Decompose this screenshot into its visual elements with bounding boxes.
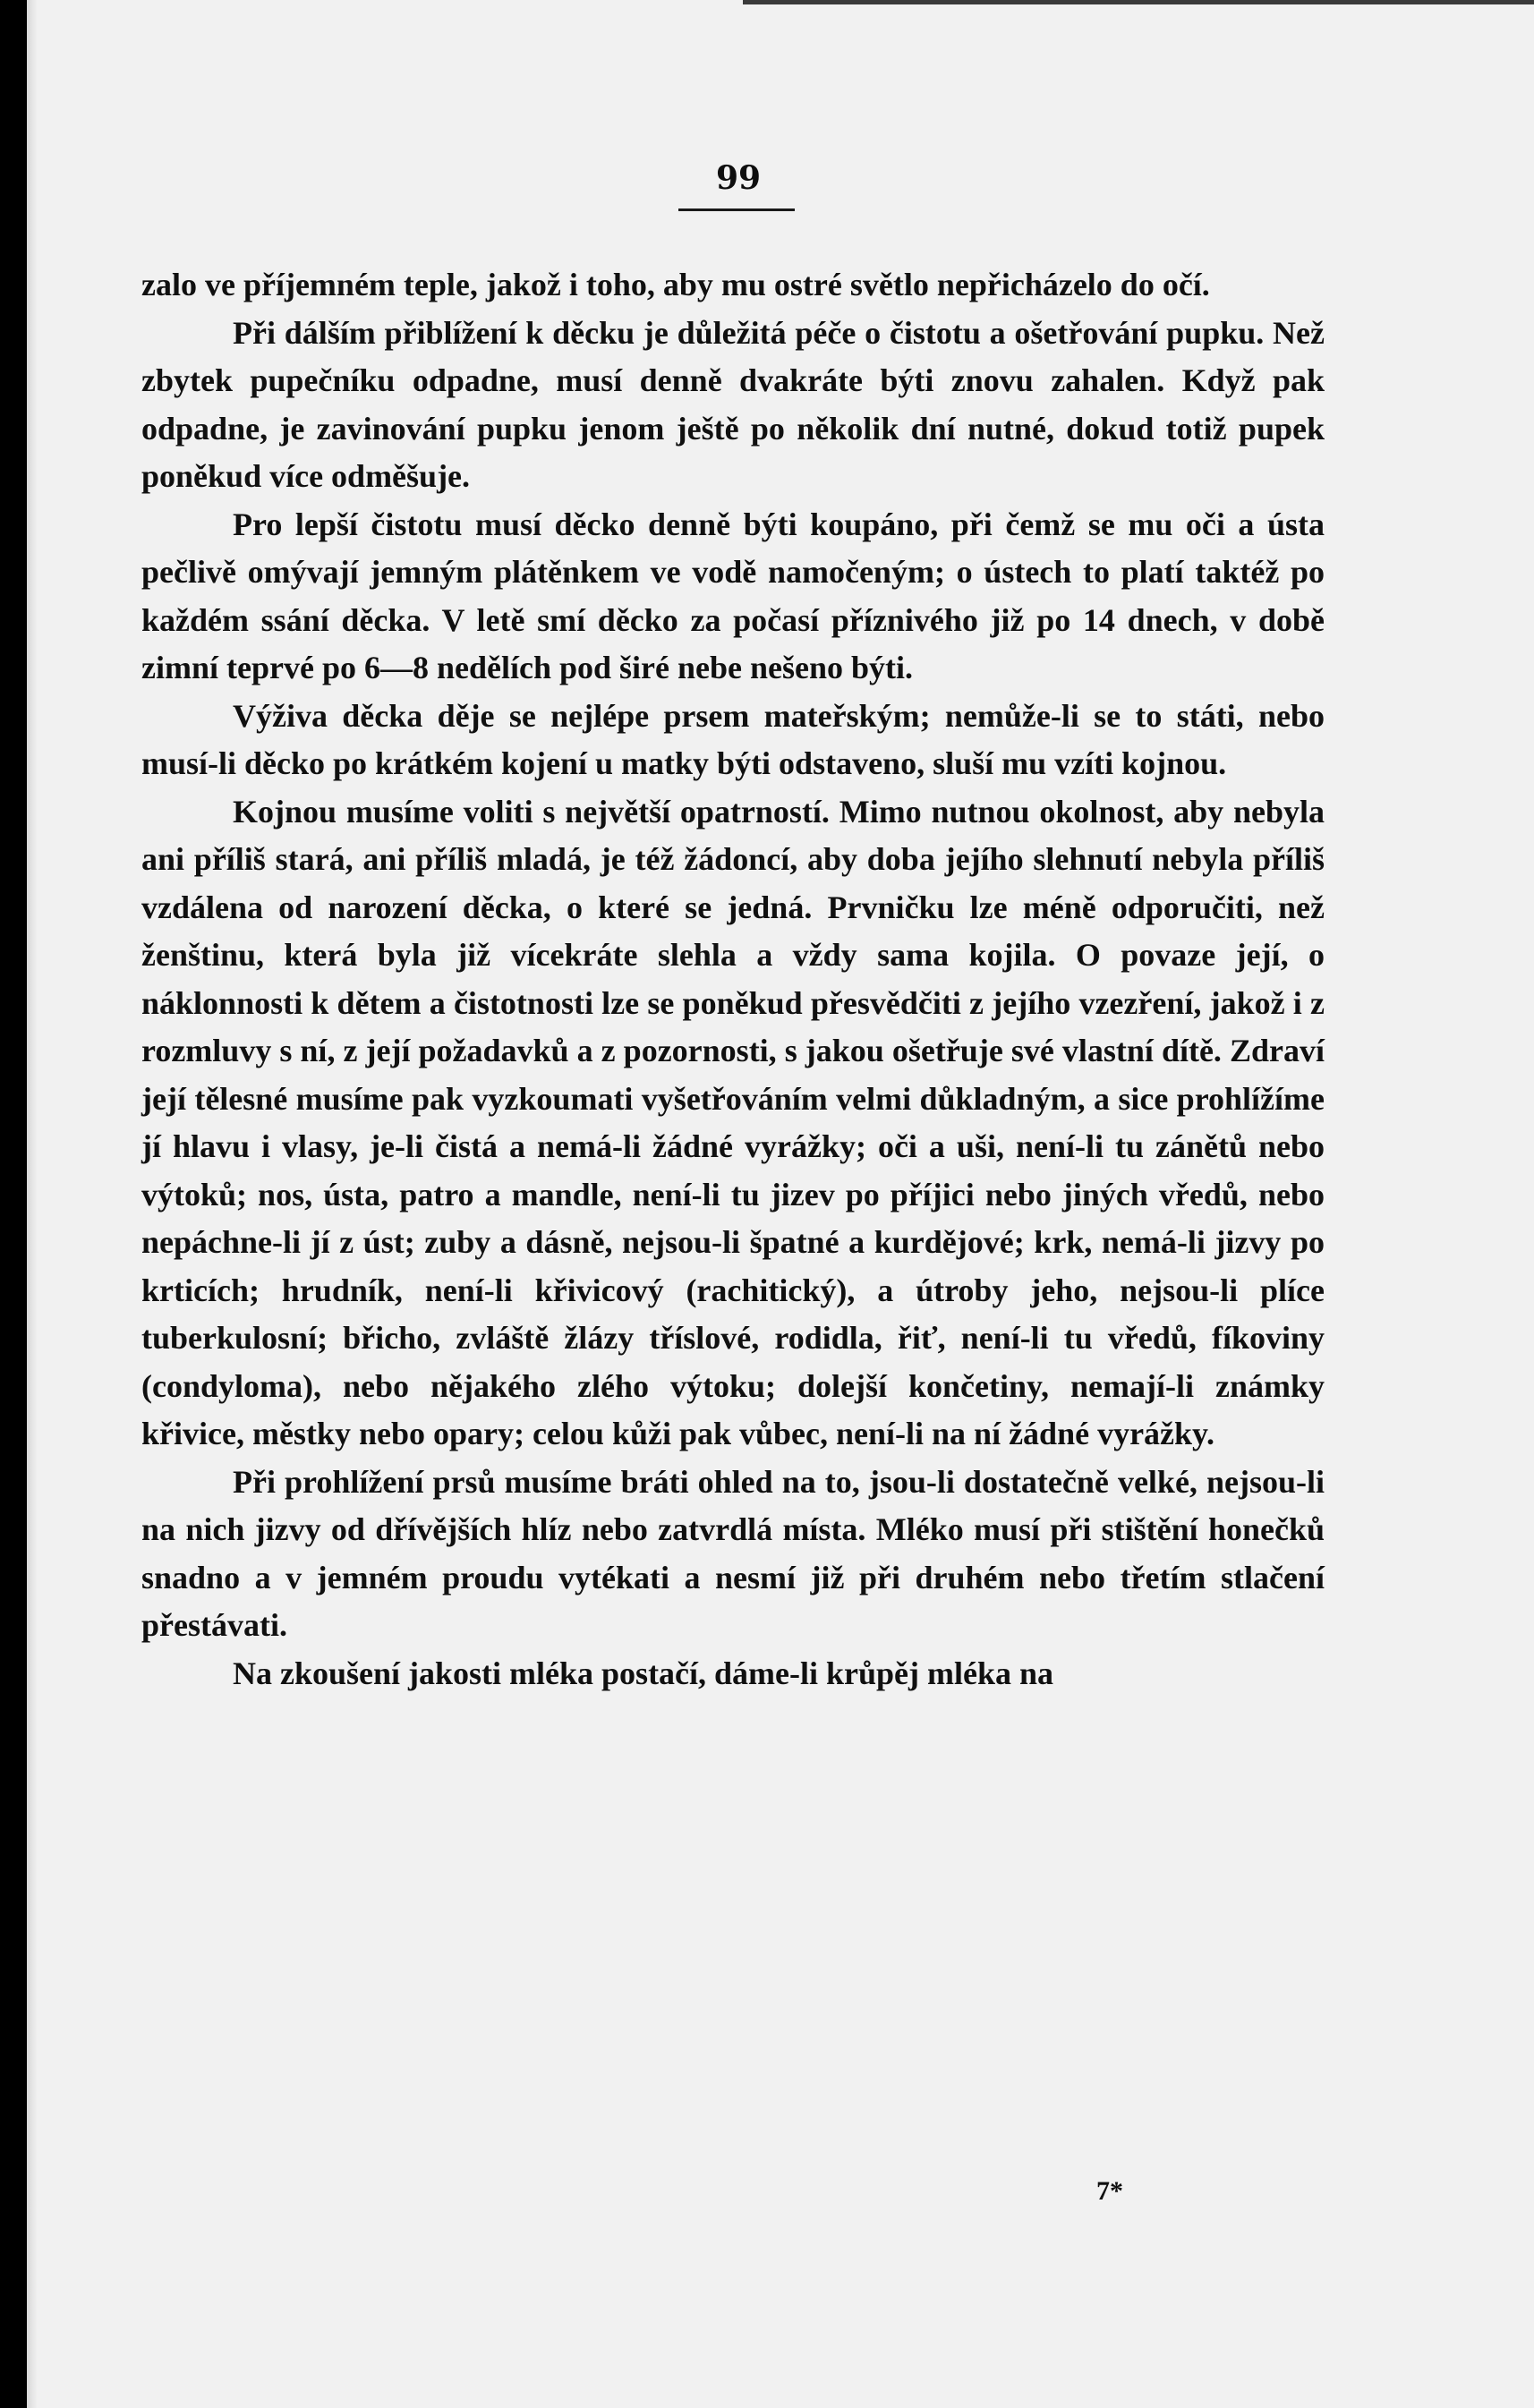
paragraph-7: Na zkoušení jakosti mléka postačí, dáme-li krůpěj mléka na [233,1655,1054,1691]
signature-mark: 7* [1096,2176,1123,2206]
page-number: 99 [715,159,762,197]
book-page [27,0,1534,2408]
page-edge-shadow [27,0,38,2408]
paragraph-4: Výživa děcka děje se nejlépe prsem mateřským; nemůže-li se to státi, nebo musí-li děcko po krátkém kojení u matky býti odstaveno, sluší mu vzíti kojnou. [141,697,1325,781]
paragraph-5: Kojnou musíme voliti s největší opatrností. Mimo nutnou okolnost, aby nebyla ani příliš stará, ani příliš mladá, je též žádoncí, aby doba jejího slehnutí nebyla příliš vzdálena od narození děcka, o které se jedná. Prvničku lze méně odporučiti, než ženštinu, která byla již vícekráte slehla a vždy sama kojila. O povaze její, o náklonnosti k dětem a čistotnosti lze se poněkud přesvědčiti z jejího vzezření, jakož i z rozmluvy s ní, z její požadavků a z pozornosti, s jakou ošetřuje své vlastní dítě. Zdraví její tělesné musíme pak vyzkoumati vyšetřováním velmi důkladným, a sice prohlížíme jí hlavu i vlasy, je-li čistá a nemá-li žádné vyrážky; oči a uši, není-li tu zánětů nebo výtoků; nos, ústa, patro a mandle, není-li tu jizev po příjici nebo jiných vředů, nebo nepáchne-li jí z úst; zuby a dásně, nejsou-li špatné a kurdějové; krk, nemá-li jizvy po krticích; hrudník, není-li křivicový (rachitický), a útroby jeho, nejsou-li plíce tuberkulosní; břicho, zvláště žlázy tříslové, rodidla, řiť, není-li tu vředů, fíkoviny (condyloma), nebo nějakého zlého výtoku; dolejší končetiny, nemají-li známky křivice, městky nebo opary; celou kůži pak vůbec, není-li na ní žádné vyrážky. [141,793,1325,1451]
paragraph-3: Pro lepší čistotu musí děcko denně býti koupáno, při čemž se mu oči a ústa pečlivě omývají jemným plátěnkem ve vodě namočeným; o ústech to platí taktéž po každém ssání děcka. V letě smí děcko za počasí příznivého již po 14 dnech, v době zimní teprvé po 6—8 nedělích pod širé nebe nešeno býti. [141,506,1325,685]
paragraph-2: Při dálším přiblížení k děcku je důležitá péče o čistotu a ošetřování pupku. Než zbytek pupečníku odpadne, musí denně dvakráte býti znovu zahalen. Když pak odpadne, je zavinování pupku jenom ještě po několik dní nutné, dokud totiž pupek poněkud více odměšuje. [141,314,1325,494]
paragraph-6: Při prohlížení prsů musíme bráti ohled na to, jsou-li dostatečně velké, nejsou-li na nich jizvy od dřívějších hlíz nebo zatvrdlá místa. Mléko musí při stištění honečků snadno a v jemném proudu vytékati a nesmí již při druhém nebo třetím stlačení přestávati. [141,1463,1325,1643]
page-number-underline [678,208,795,211]
body-text [141,261,1325,1698]
top-edge-rule [743,0,1534,4]
paragraph-1: zalo ve příjemném teple, jakož i toho, aby mu ostré světlo nepřicházelo do očí. [141,267,1210,302]
